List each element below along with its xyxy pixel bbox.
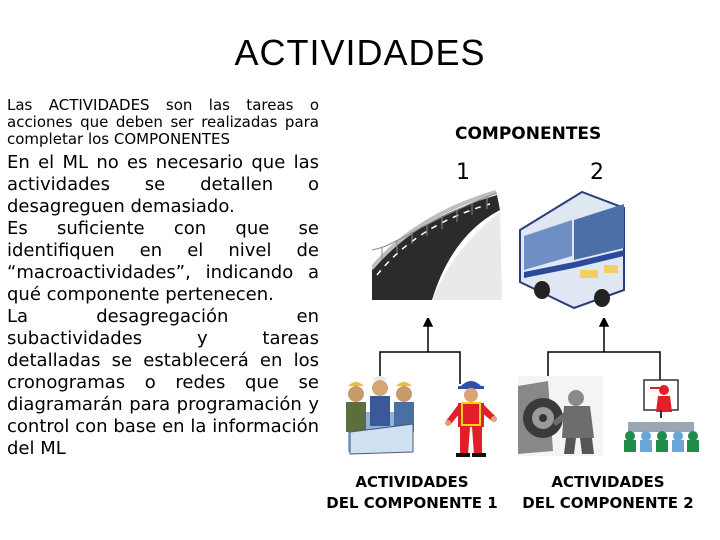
label-line-2: DEL COMPONENTE 2 bbox=[522, 494, 694, 512]
text-column bbox=[7, 97, 319, 460]
intro-text: Las ACTIVIDADES son las tareas o acciones que deben ser realizadas para completar los COMPONENTES bbox=[7, 96, 319, 148]
label-line-1: ACTIVIDADES bbox=[551, 473, 665, 491]
activities-component-1-label bbox=[312, 472, 512, 514]
workers-icon bbox=[338, 372, 423, 457]
components-heading: COMPONENTES bbox=[455, 124, 602, 144]
label-line-2: DEL COMPONENTE 1 bbox=[326, 494, 498, 512]
mechanic-icon bbox=[518, 376, 603, 456]
label-line-1: ACTIVIDADES bbox=[355, 473, 469, 491]
page-title: ACTIVIDADES bbox=[234, 32, 486, 73]
paragraph-1: En el ML no es necesario que las actividades se detallen o desagreguen demasiado. bbox=[7, 152, 319, 217]
paragraph-3: La desagregación en subactividades y tareas detalladas se establecerá en los cronogramas o redes que se diagramarán para programación y control con base en la información del ML bbox=[7, 306, 319, 459]
component-number-2: 2 bbox=[590, 160, 604, 185]
meeting-icon bbox=[620, 378, 702, 454]
bus-icon bbox=[512, 190, 632, 310]
component-number-1: 1 bbox=[456, 160, 470, 185]
paragraph-2: Es suficiente con que se identifiquen en el nivel de “macroactividades”, indicando a qué componente pertenecen. bbox=[7, 218, 319, 305]
road-icon bbox=[372, 190, 502, 300]
activities-component-2-label bbox=[508, 472, 708, 514]
construction-worker-icon bbox=[440, 375, 502, 457]
